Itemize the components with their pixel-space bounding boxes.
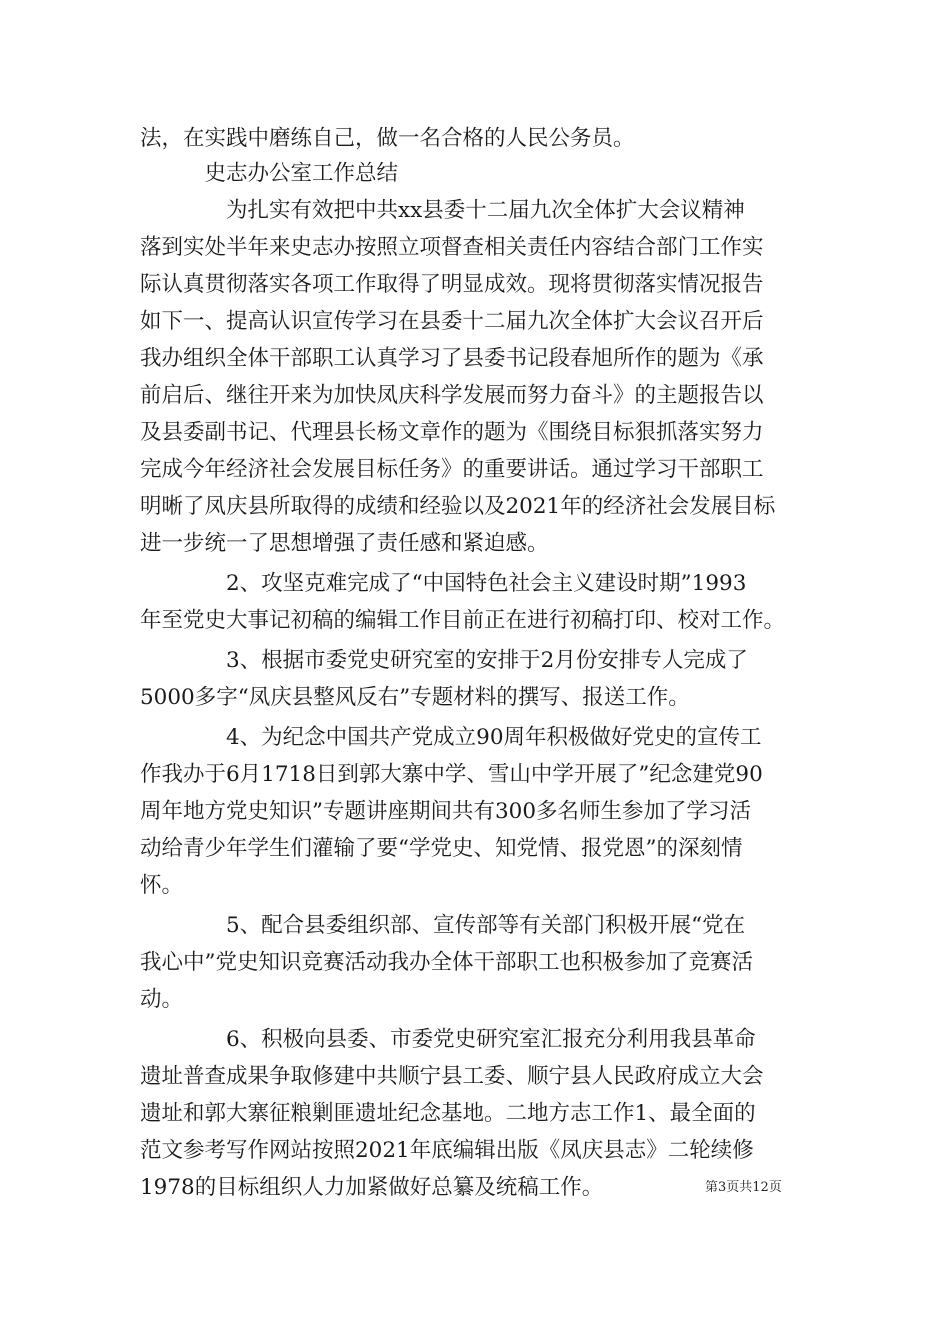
section-title: 史志办公室工作总结: [140, 161, 399, 186]
text-line: 我办组织全体干部职工认真学习了县委书记段春旭所作的题为《承: [140, 346, 764, 371]
text-line: 作我办于6月1718日到郭大寨中学、雪山中学开展了”纪念建党90: [140, 762, 763, 787]
text-line: 完成今年经济社会发展目标任务》的重要讲话。通过学习干部职工: [140, 457, 764, 482]
text-line: 2、攻坚克难完成了“中国特色社会主义建设时期”1993: [140, 571, 747, 596]
text-line: 周年地方党史知识”专题讲座期间共有300多名师生参加了学习活: [140, 799, 752, 824]
text-line: 遗址和郭大寨征粮剿匪遗址纪念基地。二地方志工作1、最全面的: [140, 1101, 756, 1126]
text-line: 范文参考写作网站按照2021年底编辑出版《凤庆县志》二轮续修: [140, 1138, 754, 1163]
text-line: 4、为纪念中国共产党成立90周年积极做好党史的宣传工: [140, 725, 762, 750]
text-line: 前启后、继往开来为加快凤庆科学发展而努力奋斗》的主题报告以: [140, 383, 764, 408]
text-line: 为扎实有效把中共xx县委十二届九次全体扩大会议精神: [140, 198, 745, 223]
text-line: 我心中”党史知识竞赛活动我办全体干部职工也积极参加了竞赛活: [140, 950, 753, 975]
text-line: 落到实处半年来史志办按照立项督查相关责任内容结合部门工作实: [140, 235, 764, 260]
text-line: 法，在实践中磨练自己，做一名合格的人民公务员。: [140, 126, 635, 151]
text-line: 动给青少年学生们灌输了要“学党史、知党情、报党恩”的深刻情: [140, 836, 743, 861]
text-line: 3、根据市委党史研究室的安排于2月份安排专人完成了: [140, 648, 748, 673]
text-line: 际认真贯彻落实各项工作取得了明显成效。现将贯彻落实情况报告: [140, 272, 764, 297]
page-number-footer: 第3页共12页: [705, 1180, 782, 1195]
text-line: 6、积极向县委、市委党史研究室汇报充分利用我县革命: [140, 1027, 756, 1052]
text-line: 年至党史大事记初稿的编辑工作目前正在进行初稿打印、校对工作。: [140, 608, 786, 633]
text-line: 5000多字“凤庆县整风反右”专题材料的撰写、报送工作。: [140, 685, 690, 710]
text-line: 及县委副书记、代理县长杨文章作的题为《围绕目标狠抓落实努力: [140, 420, 764, 445]
text-line: 动。: [140, 987, 184, 1012]
text-line: 如下一、提高认识宣传学习在县委十二届九次全体扩大会议召开后: [140, 309, 764, 334]
text-line: 明晰了凤庆县所取得的成绩和经验以及2021年的经济社会发展目标: [140, 494, 776, 519]
text-line: 1978的目标组织人力加紧做好总纂及统稿工作。: [140, 1175, 604, 1200]
text-line: 5、配合县委组织部、宣传部等有关部门积极开展“党在: [140, 913, 746, 938]
text-line: 进一步统一了思想增强了责任感和紧迫感。: [140, 531, 549, 556]
text-line: 怀。: [140, 873, 184, 898]
text-line: 遗址普查成果争取修建中共顺宁县工委、顺宁县人民政府成立大会: [140, 1064, 764, 1089]
